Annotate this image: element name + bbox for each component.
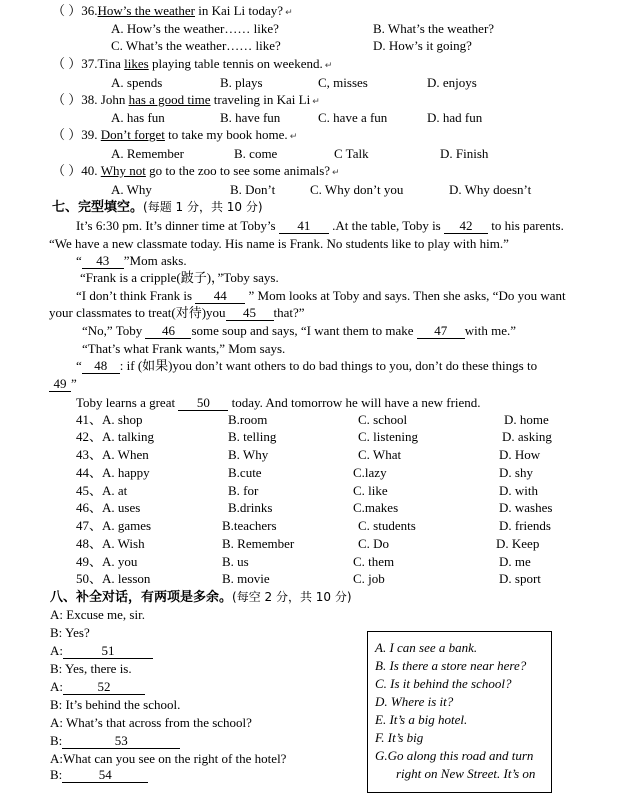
cloze-option-b: B. for <box>228 483 259 498</box>
question-40: （ ）40. Why not go to the zoo to see some animals? ↵ <box>52 163 340 178</box>
cloze-option-d: D. sport <box>499 571 541 586</box>
cloze-option-c: C. students <box>358 518 416 533</box>
option-d: D. Why doesn’t <box>449 182 532 197</box>
section-score: (每题 1 分，共 10 分) <box>143 200 263 214</box>
question-number: 36 <box>81 3 95 18</box>
blank-42[interactable]: 42 <box>444 219 488 234</box>
passage-line: Toby learns a great 50 today. And tomorrow he will have a new friend. <box>76 395 481 410</box>
cloze-row-47: 47、A. games <box>76 518 152 533</box>
option-d: D. Finish <box>440 146 489 161</box>
cloze-row-45: 45、A. at <box>76 483 128 498</box>
cloze-option-b: B. movie <box>222 571 270 586</box>
blank-54[interactable]: 54 <box>62 768 148 783</box>
option-a: A. has fun <box>111 110 165 125</box>
option-line: A. I can see a bank. <box>375 640 478 655</box>
cloze-option-b: B.teachers <box>222 518 277 533</box>
option-b: B. plays <box>220 75 263 90</box>
option-c: C. Why don’t you <box>310 182 404 197</box>
passage-line: “ 43 ”Mom asks. <box>76 253 187 268</box>
section-title: 七、完型填空。 <box>52 200 144 215</box>
cloze-option-b: B. telling <box>228 429 277 444</box>
cloze-option-c: C. Do <box>358 536 390 551</box>
option-line: G.Go along this road and turn <box>375 748 534 763</box>
passage-line: “That’s what Frank wants,” Mom says. <box>82 341 286 356</box>
question-39: （ ）39. Don’t forget to take my book home. ↵ <box>52 127 298 142</box>
blank-46[interactable]: 46 <box>145 324 191 339</box>
dialog-line: B: Yes, there is. <box>50 661 132 676</box>
blank-53[interactable]: 53 <box>62 734 180 749</box>
dialog-line: B: Yes? <box>50 625 90 640</box>
option-b: B. Don’t <box>230 182 276 197</box>
cloze-row-44: 44、A. happy <box>76 465 150 480</box>
cloze-option-d: D. home <box>504 412 549 427</box>
cloze-option-d: D. me <box>499 554 531 569</box>
blank-47[interactable]: 47 <box>417 324 465 339</box>
cloze-option-c: C. job <box>353 571 385 586</box>
cloze-option-b: B.room <box>228 412 268 427</box>
cloze-option-c: C. listening <box>358 429 418 444</box>
dialog-line: A:What can you see on the right of the hotel? <box>50 751 287 766</box>
option-line: E. It’s a big hotel. <box>375 712 468 727</box>
option-b: B. come <box>234 146 278 161</box>
passage-line: “I don’t think Frank is 44 ” Mom looks at Toby and says. Then she asks, “Do you want <box>76 288 566 303</box>
cloze-row-43: 43、A. When <box>76 447 149 462</box>
option-line: B. Is there a store near here? <box>375 658 527 673</box>
answer-paren: （ ） <box>52 3 82 18</box>
cloze-option-c: C. school <box>358 412 408 427</box>
section-title: 八、补全对话，有两项是多余。 <box>50 590 233 605</box>
blank-45[interactable]: 45 <box>226 306 274 321</box>
option-b: B. have fun <box>220 110 281 125</box>
dialog-line: B: 54 <box>50 767 148 783</box>
option-d: D. enjoys <box>427 75 477 90</box>
dialog-line: A: Excuse me, sir. <box>50 607 145 622</box>
cloze-option-d: D. washes <box>499 500 553 515</box>
option-a: A. spends <box>111 75 163 90</box>
passage-line: “Frank is a cripple(跛子)，”Toby says. <box>80 270 279 285</box>
option-d: D. had fun <box>427 110 483 125</box>
option-c: C. What’s the weather…… like? <box>111 38 281 53</box>
option-line: F. It’s big <box>375 730 424 745</box>
question-38: （ ）38. John has a good time traveling in Kai Li ↵ <box>52 92 320 107</box>
option-line: right on New Street. It’s on <box>396 766 536 781</box>
cloze-option-b: B.cute <box>228 465 262 480</box>
dialog-line: B: It’s behind the school. <box>50 697 181 712</box>
option-a: A. How’s the weather…… like? <box>111 21 279 36</box>
cloze-row-49: 49、A. you <box>76 554 138 569</box>
blank-48[interactable]: 48 <box>82 359 120 374</box>
option-a: A. Why <box>111 182 152 197</box>
cloze-option-c: C. What <box>358 447 402 462</box>
option-c: C. have a fun <box>318 110 388 125</box>
cloze-option-d: D. asking <box>502 429 552 444</box>
cloze-option-c: C.lazy <box>353 465 387 480</box>
section-score: (每空 2 分，共 10 分) <box>232 590 352 604</box>
option-c: C, misses <box>318 75 368 90</box>
cloze-option-c: C.makes <box>353 500 399 515</box>
question-37: （ ）37.Tina likes playing table tennis on weekend. ↵ <box>52 56 333 71</box>
question-36: （ ）36.How’s the weather in Kai Li today? ↵ <box>52 3 293 18</box>
cloze-row-42: 42、A. talking <box>76 429 155 444</box>
option-line: C. Is it behind the school? <box>375 676 512 691</box>
cloze-option-d: D. How <box>499 447 541 462</box>
blank-51[interactable]: 51 <box>63 644 153 659</box>
passage-line: “No,” Toby 46 some soup and says, “I want them to make 47 with me.” <box>82 323 517 338</box>
option-line: D. Where is it? <box>375 694 454 709</box>
dialog-line: A: What’s that across from the school? <box>50 715 252 730</box>
blank-43[interactable]: 43 <box>82 254 124 269</box>
blank-41[interactable]: 41 <box>279 219 329 234</box>
cloze-option-d: D. shy <box>499 465 533 480</box>
section-7-heading <box>52 199 263 216</box>
section-8-heading <box>50 589 352 606</box>
blank-52[interactable]: 52 <box>63 680 145 695</box>
cloze-option-b: B. Remember <box>222 536 295 551</box>
passage-line: “We have a new classmate today. His name is Frank. No students like to play with him.” <box>49 236 509 251</box>
cloze-option-d: D. with <box>499 483 538 498</box>
dialog-line: B: 53 <box>50 733 180 749</box>
cloze-option-c: C. like <box>353 483 388 498</box>
cloze-option-c: C. them <box>353 554 395 569</box>
dialog-line: A: 52 <box>50 679 145 695</box>
cloze-option-d: D. friends <box>499 518 551 533</box>
cloze-option-d: D. Keep <box>496 536 540 551</box>
passage-line: 49 ” <box>49 376 77 392</box>
passage-line: your classmates to treat(对待)you 45 that?” <box>49 305 305 320</box>
option-d: D. How’s it going? <box>373 38 472 53</box>
cloze-row-48: 48、A. Wish <box>76 536 145 551</box>
cloze-option-b: B. Why <box>228 447 269 462</box>
cloze-option-b: B. us <box>222 554 249 569</box>
passage-line: “ 48 : if (如果)you don’t want others to do bad things to you, don’t do these things to <box>76 358 538 373</box>
blank-44[interactable]: 44 <box>195 289 245 304</box>
blank-49[interactable]: 49 <box>49 377 71 392</box>
dialog-line: A: 51 <box>50 643 153 659</box>
blank-50[interactable]: 50 <box>178 396 228 411</box>
passage-line: It’s 6:30 pm. It’s dinner time at Toby’s 41 .At the table, Toby is 42 to his parents. <box>76 218 564 233</box>
cloze-row-46: 46、A. uses <box>76 500 141 515</box>
cloze-row-41: 41、A. shop <box>76 412 143 427</box>
option-a: A. Remember <box>111 146 184 161</box>
cloze-option-b: B.drinks <box>228 500 273 515</box>
options-box <box>367 631 552 793</box>
option-b: B. What’s the weather? <box>373 21 495 36</box>
underlined-phrase: How’s the weather <box>97 3 195 18</box>
cloze-row-50: 50、A. lesson <box>76 571 151 586</box>
option-c: C Talk <box>334 146 369 161</box>
